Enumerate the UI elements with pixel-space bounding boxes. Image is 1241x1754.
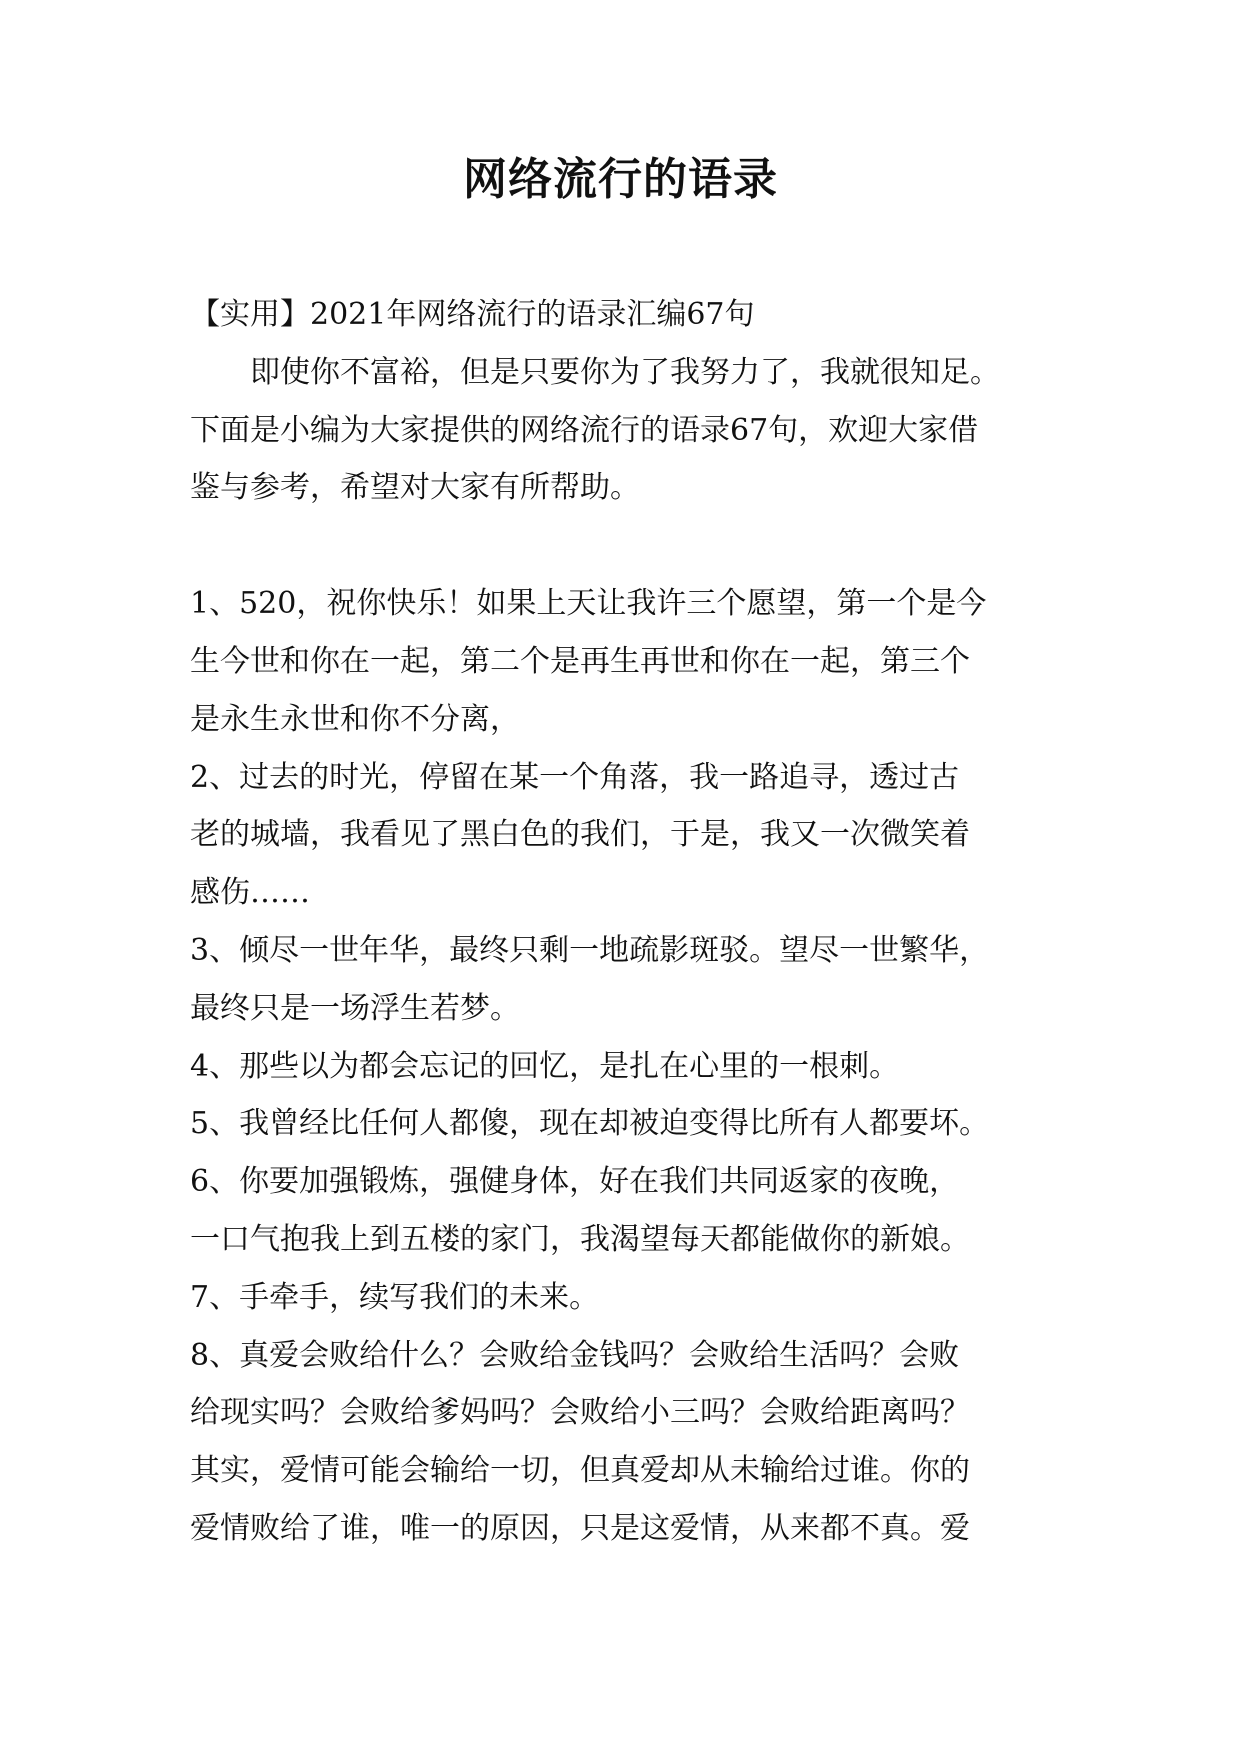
body-line: 生今世和你在一起，第二个是再生再世和你在一起，第三个 [190,643,970,679]
body-line: 8、真爱会败给什么？会败给金钱吗？会败给生活吗？会败 [190,1337,960,1373]
document-title: 网络流行的语录 [463,154,778,205]
body-line: 一口气抱我上到五楼的家门，我渴望每天都能做你的新娘。 [190,1221,970,1257]
body-line: 老的城墙，我看见了黑白色的我们，于是，我又一次微笑着 [190,817,970,853]
body-line: 4、那些以为都会忘记的回忆，是扎在心里的一根刺。 [190,1048,900,1084]
body-line: 爱情败给了谁，唯一的原因，只是这爱情，从来都不真。爱 [190,1510,970,1546]
body-line: 6、你要加强锻炼，强健身体，好在我们共同返家的夜晚， [190,1164,960,1200]
body-line: 2、过去的时光，停留在某一个角落，我一路追寻，透过古 [190,759,960,795]
body-line: 感伤…… [190,875,310,911]
body-line: 3、倾尽一世年华，最终只剩一地疏影斑驳。望尽一世繁华， [190,932,990,968]
body-line: 给现实吗？会败给爹妈吗？会败给小三吗？会败给距离吗？ [190,1395,970,1431]
intro-line: 即使你不富裕，但是只要你为了我努力了，我就很知足。 [250,354,1000,390]
body-line: 最终只是一场浮生若梦。 [190,990,520,1026]
body-line: 其实，爱情可能会输给一切，但真爱却从未输给过谁。你的 [190,1453,970,1489]
intro-line: 下面是小编为大家提供的网络流行的语录67句，欢迎大家借 [190,412,979,448]
intro-line: 鉴与参考，希望对大家有所帮助。 [190,470,640,506]
body-line: 1、520，祝你快乐！如果上天让我许三个愿望，第一个是今 [190,586,987,622]
body-line: 5、我曾经比任何人都傻，现在却被迫变得比所有人都要坏。 [190,1106,990,1142]
document-subtitle: 【实用】2021年网络流行的语录汇编67句 [190,297,755,332]
document-body [190,286,1080,1558]
body-line: 7、手牵手，续写我们的未来。 [190,1279,600,1315]
body-line: 是永生永世和你不分离， [190,701,520,737]
paragraph-spacer [190,517,1080,575]
